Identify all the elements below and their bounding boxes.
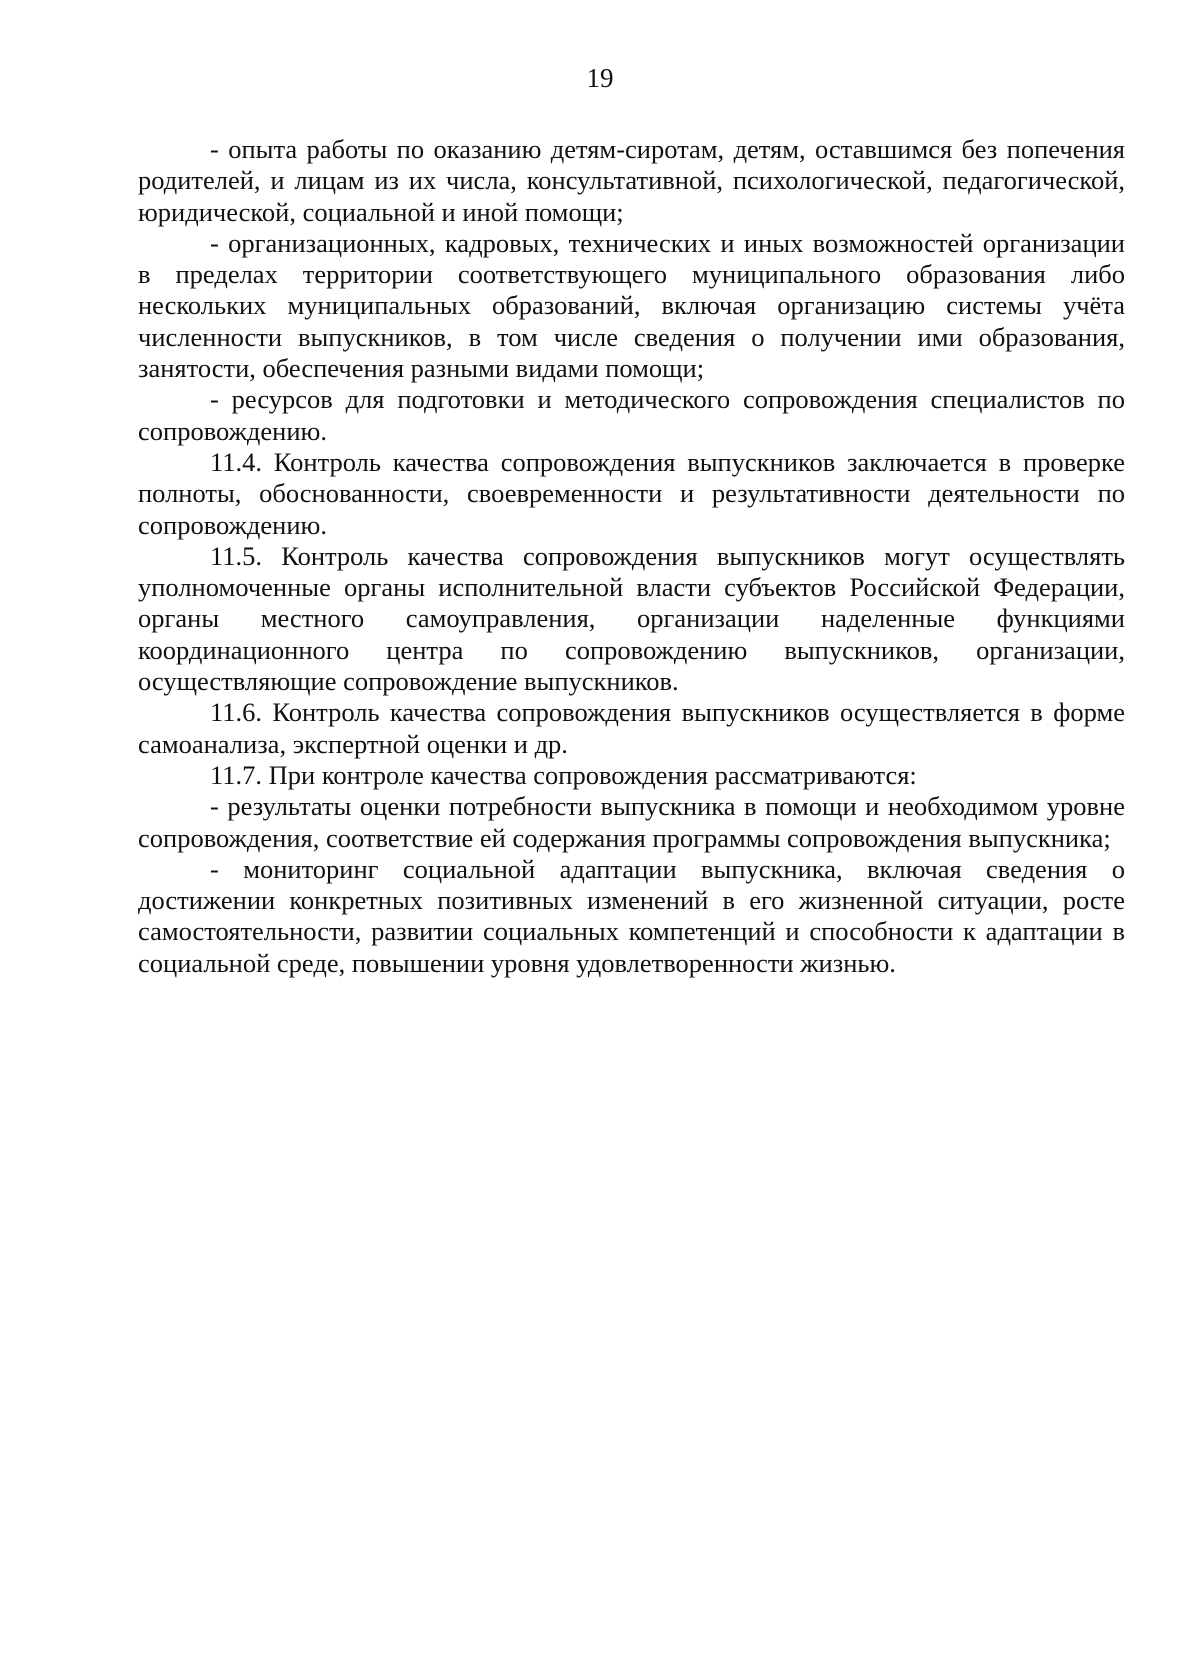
paragraph-11-4: 11.4. Контроль качества сопровождения выпускников заключается в проверке полноты, обоснованности, своевременности и результативности деятельности по сопровождению.	[138, 446, 1125, 540]
paragraph-assessment-results: - результаты оценки потребности выпускника в помощи и необходимом уровне сопровождения, соответствие ей содержания программы сопровождения выпускника;	[138, 791, 1125, 853]
paragraph-11-6: 11.6. Контроль качества сопровождения выпускников осуществляется в форме самоанализа, экспертной оценки и др.	[138, 697, 1125, 759]
paragraph-capabilities: - организационных, кадровых, технических и иных возможностей организации в пределах территории соответствующего муниципального образования либо нескольких муниципальных образований, включая организацию системы учёта численности выпускников, в том числе сведения о получении ими образования, занятости, обеспечения разными видами помощи;	[138, 227, 1125, 384]
paragraph-experience: - опыта работы по оказанию детям-сиротам, детям, оставшимся без попечения родителей, и лицам из их числа, консультативной, психологической, педагогической, юридической, социальной и иной помощи;	[138, 134, 1125, 227]
paragraph-11-5: 11.5. Контроль качества сопровождения выпускников могут осуществлять уполномоченные органы исполнительной власти субъектов Российской Федерации, органы местного самоуправления, организации наделенные функциями координационного центра по сопровождению выпускников, организации, осуществляющие сопровождение выпускников.	[138, 540, 1125, 697]
paragraph-11-7: 11.7. При контроле качества сопровождения рассматриваются:	[210, 759, 917, 790]
paragraph-monitoring: - мониторинг социальной адаптации выпускника, включая сведения о достижении конкретных позитивных изменений в его жизненной ситуации, росте самостоятельности, развитии социальных компетенций и способности к адаптации в социальной среде, повышении уровня удовлетворенности жизнью.	[138, 853, 1125, 978]
paragraph-resources: - ресурсов для подготовки и методического сопровождения специалистов по сопровождению.	[138, 384, 1125, 446]
document-body	[138, 134, 1125, 979]
page-number: 19	[586, 63, 614, 93]
